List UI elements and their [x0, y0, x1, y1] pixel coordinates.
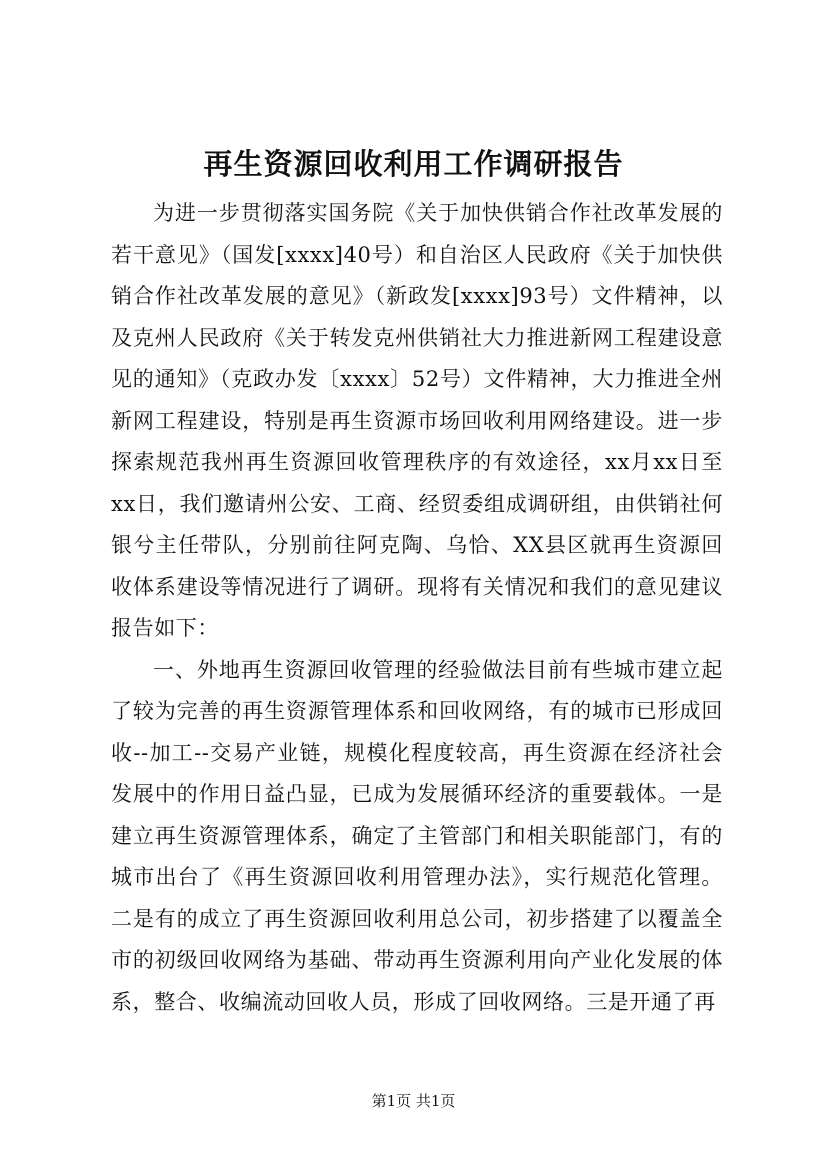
- document-title: 再生资源回收利用工作调研报告: [203, 147, 624, 181]
- paragraph-section-one: 一、外地再生资源回收管理的经验做法目前有些城市建立起了较为完善的再生资源管理体系和回收网络，有的城市已形成回收--加工--交易产业链，规模化程度较高，再生资源在经济社会发展中的作用日益凸显，已成为发展循环经济的重要载体。一是建立再生资源管理体系，确定了主管部门和相关职能部门，有的城市出台了《再生资源回收利用管理办法》，实行规范化管理。二是有的成立了再生资源回收利用总公司，初步搭建了以覆盖全市的初级回收网络为基础、带动再生资源利用向产业化发展的体系，整合、收编流动回收人员，形成了回收网络。三是开通了再: [111, 657, 723, 1014]
- document-body: [111, 193, 723, 1023]
- paragraph-intro: 为进一步贯彻落实国务院《关于加快供销合作社改革发展的若干意见》（国发[xxxx]40号）和自治区人民政府《关于加快供销合作社改革发展的意见》（新政发[xxxx]93号）文件精神，以及克州人民政府《关于转发克州供销社大力推进新网工程建设意见的通知》（克政办发〔xxxx〕52号）文件精神，大力推进全州新网工程建设，特别是再生资源市场回收利用网络建设。进一步探索规范我州再生资源回收管理秩序的有效途径，xx月xx日至xx日，我们邀请州公安、工商、经贸委组成调研组，由供销社何银兮主任带队，分别前往阿克陶、乌恰、XX县区就再生资源回收体系建设等情况进行了调研。现将有关情况和我们的意见建议报告如下：: [111, 201, 723, 640]
- page-number-footer: 第1页 共1页: [371, 1092, 456, 1110]
